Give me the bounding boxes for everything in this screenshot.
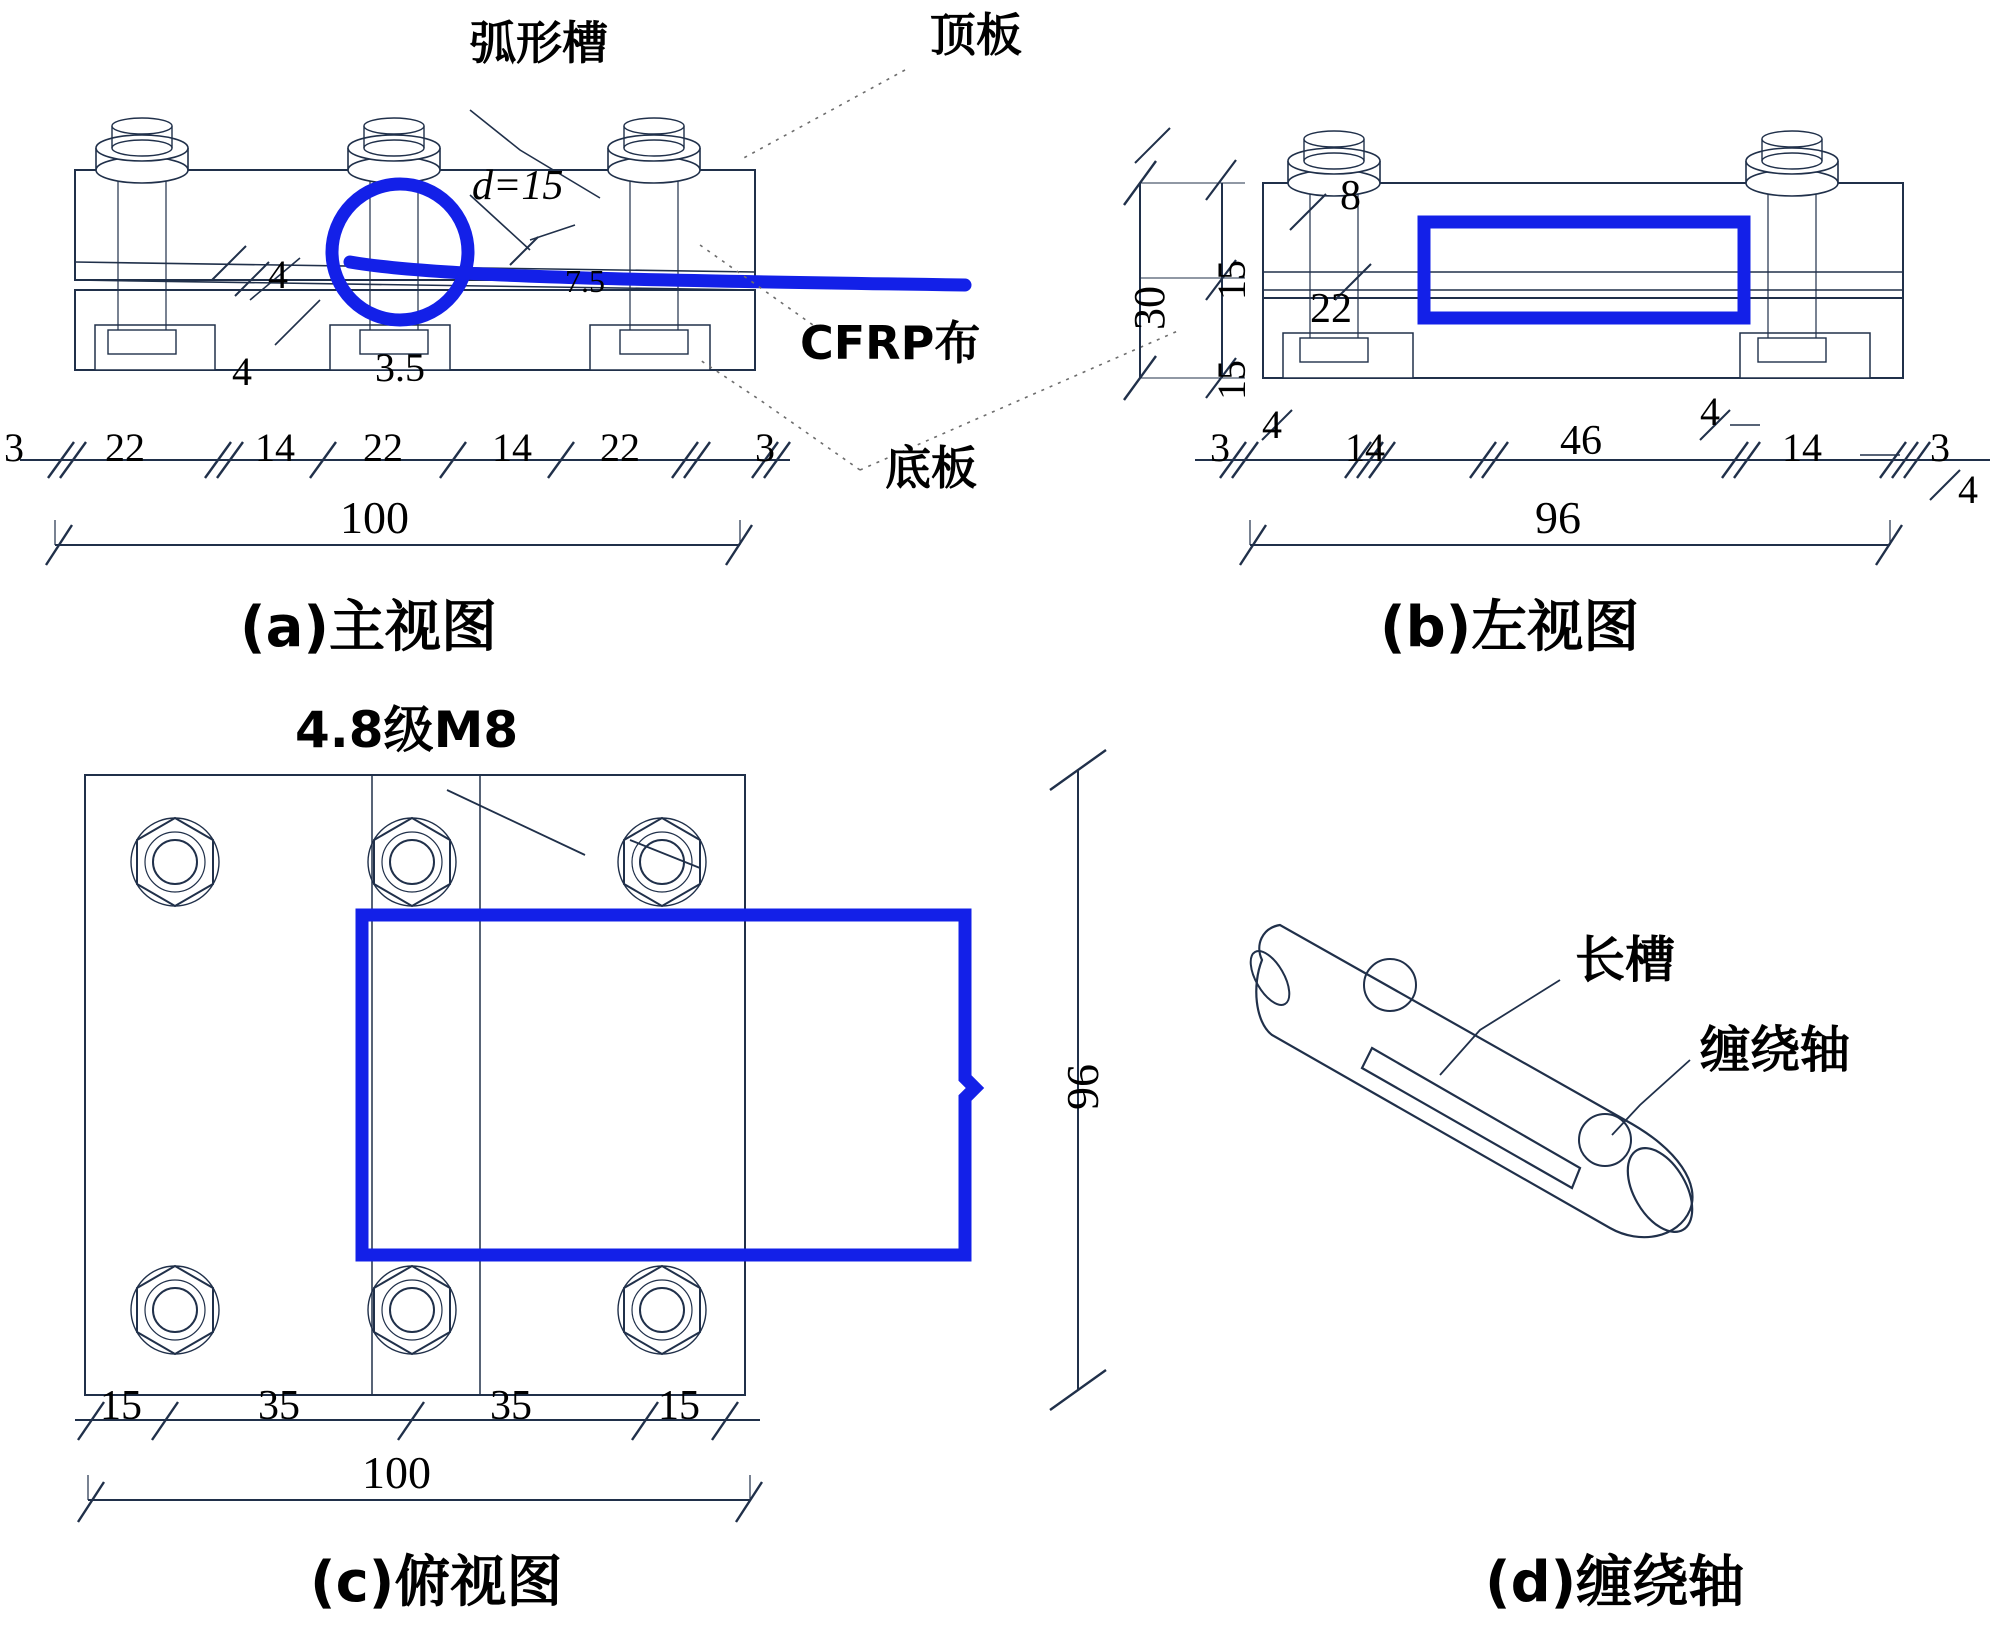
label-thickness-4-lower: 4	[232, 349, 252, 394]
dim-b-3: 46	[1560, 418, 1602, 464]
dim-c-total: 100	[362, 1447, 431, 1498]
dim-c-3: 35	[490, 1383, 532, 1429]
dim-a-7: 3	[755, 425, 775, 470]
label-b-15b: 15	[1209, 360, 1254, 400]
dim-b-4: 14	[1782, 425, 1822, 470]
label-top-plate: 顶板	[930, 8, 1022, 62]
dim-a-2: 22	[105, 425, 145, 470]
label-bolt-grade: 4.8级M8	[295, 701, 519, 759]
caption-view-b: (b)左视图	[1380, 595, 1640, 660]
label-b-4-right: 4	[1700, 389, 1720, 434]
label-thickness-3p5: 3.5	[375, 345, 425, 390]
caption-view-a: (a)主视图	[240, 595, 497, 660]
caption-view-c: (c)俯视图	[310, 1550, 563, 1615]
label-b-8: 8	[1340, 173, 1361, 219]
label-b-30: 30	[1125, 286, 1174, 330]
label-dia-d15: d=15	[472, 163, 564, 209]
label-winding-shaft: 缠绕轴	[1700, 1021, 1850, 1079]
label-c-96: 96	[1057, 1064, 1108, 1110]
label-arc-slot: 弧形槽	[470, 16, 608, 70]
dim-b-2: 14	[1345, 425, 1385, 470]
dim-a-total: 100	[340, 492, 409, 543]
dim-a-5: 14	[492, 425, 532, 470]
label-bottom-plate: 底板	[885, 441, 977, 495]
view-a-front-geometry	[75, 118, 755, 370]
view-c-plan-geometry	[85, 775, 745, 1395]
dim-b-1: 3	[1210, 425, 1230, 470]
caption-view-d: (d)缠绕轴	[1485, 1550, 1745, 1615]
label-b-4-corner: 4	[1958, 467, 1978, 512]
label-thickness-7p5: 7.5	[565, 263, 605, 299]
dim-a-1: 3	[4, 425, 24, 470]
view-b-left-geometry	[1263, 131, 1903, 378]
dim-c-4: 15	[658, 1383, 700, 1429]
label-b-4-left: 4	[1262, 402, 1282, 447]
dim-c-2: 35	[258, 1383, 300, 1429]
dim-b-total: 96	[1535, 492, 1581, 543]
label-thickness-4-upper: 4	[268, 252, 288, 297]
label-cfrp: CFRP布	[800, 316, 981, 370]
label-b-22: 22	[1310, 286, 1352, 332]
view-a-dot-leaders	[700, 70, 1180, 470]
label-b-15a: 15	[1209, 260, 1254, 300]
dim-a-4: 22	[363, 425, 403, 470]
dim-a-3: 14	[255, 425, 295, 470]
dim-c-1: 15	[100, 1383, 142, 1429]
dim-a-6: 22	[600, 425, 640, 470]
dim-b-5: 3	[1930, 425, 1950, 470]
label-long-slot: 长槽	[1575, 931, 1675, 989]
